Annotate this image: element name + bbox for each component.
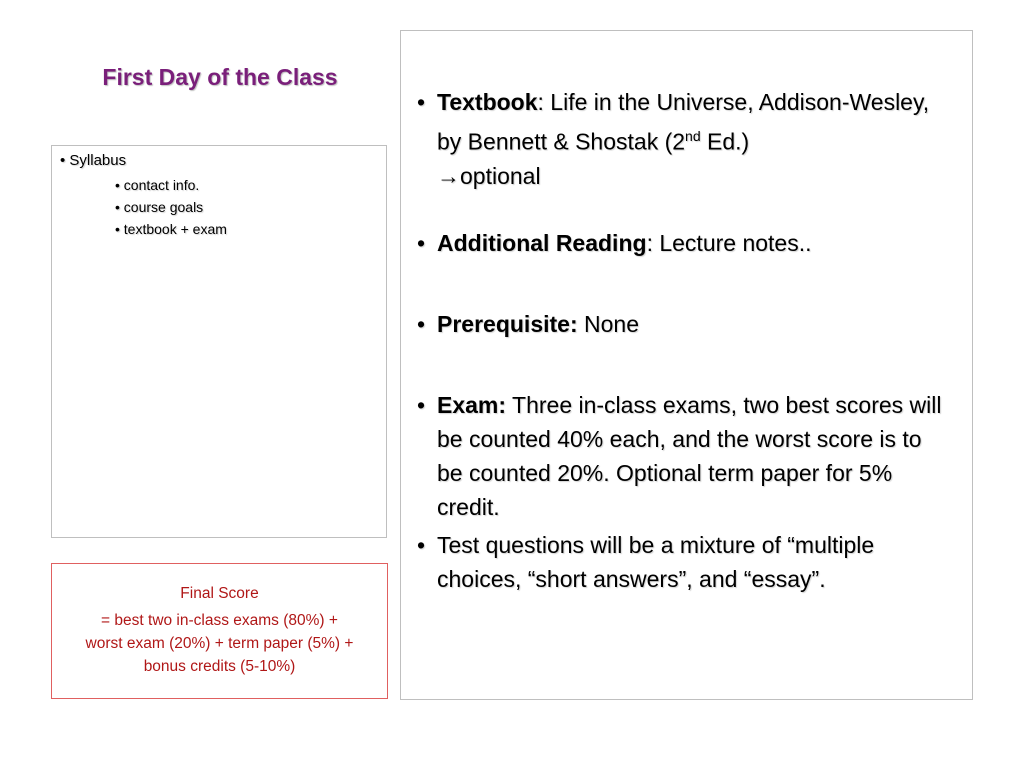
test-questions-text: Test questions will be a mixture of “multiple choices, “short answers”, and “essay”. [437,532,875,592]
prerequisite-bullet [409,307,952,388]
arrow-right-icon: → [437,162,460,189]
final-score-line: = best two in-class exams (80%) + [101,612,338,629]
list-item: • textbook + exam [115,221,227,237]
textbook-text: : Life in the Universe, Addison-Wesley, by Bennett & Shostak (2 [437,89,930,155]
reading-bullet [409,226,952,307]
list-item: • course goals [115,199,204,215]
final-score-line: worst exam (20%) + term paper (5%) + [85,635,354,652]
course-info-box [400,30,973,700]
textbook-label: Textbook [437,89,538,115]
final-score-box [51,563,388,699]
exam-bullet [409,388,952,524]
prerequisite-text: None [577,311,639,337]
test-questions-bullet [409,528,952,596]
textbook-bullet [409,85,952,226]
exam-text: Three in-class exams, two best scores will be counted 40% each, and the worst score is to be counted 20%. Optional term paper for 5% credit. [437,392,942,520]
syllabus-bullet: • Syllabus [60,152,127,169]
exam-label: Exam: [437,392,507,418]
list-item-text: contact info. [123,177,200,193]
syllabus-box [51,145,387,538]
syllabus-heading: Syllabus [69,152,127,169]
list-item-text: textbook + exam [123,221,227,237]
list-item-text: course goals [123,199,204,215]
reading-label: Additional Reading [437,230,647,256]
slide-title: First Day of the Class [102,64,338,90]
textbook-edition: Ed.) [700,128,750,155]
prerequisite-label: Prerequisite: [437,311,578,337]
textbook-optional: optional [460,162,541,189]
textbook-superscript: nd [685,128,701,144]
reading-text: : Lecture notes.. [646,230,812,256]
final-score-line: bonus credits (5-10%) [143,658,296,675]
list-item: • contact info. [115,177,200,193]
final-score-heading: Final Score [180,585,259,602]
